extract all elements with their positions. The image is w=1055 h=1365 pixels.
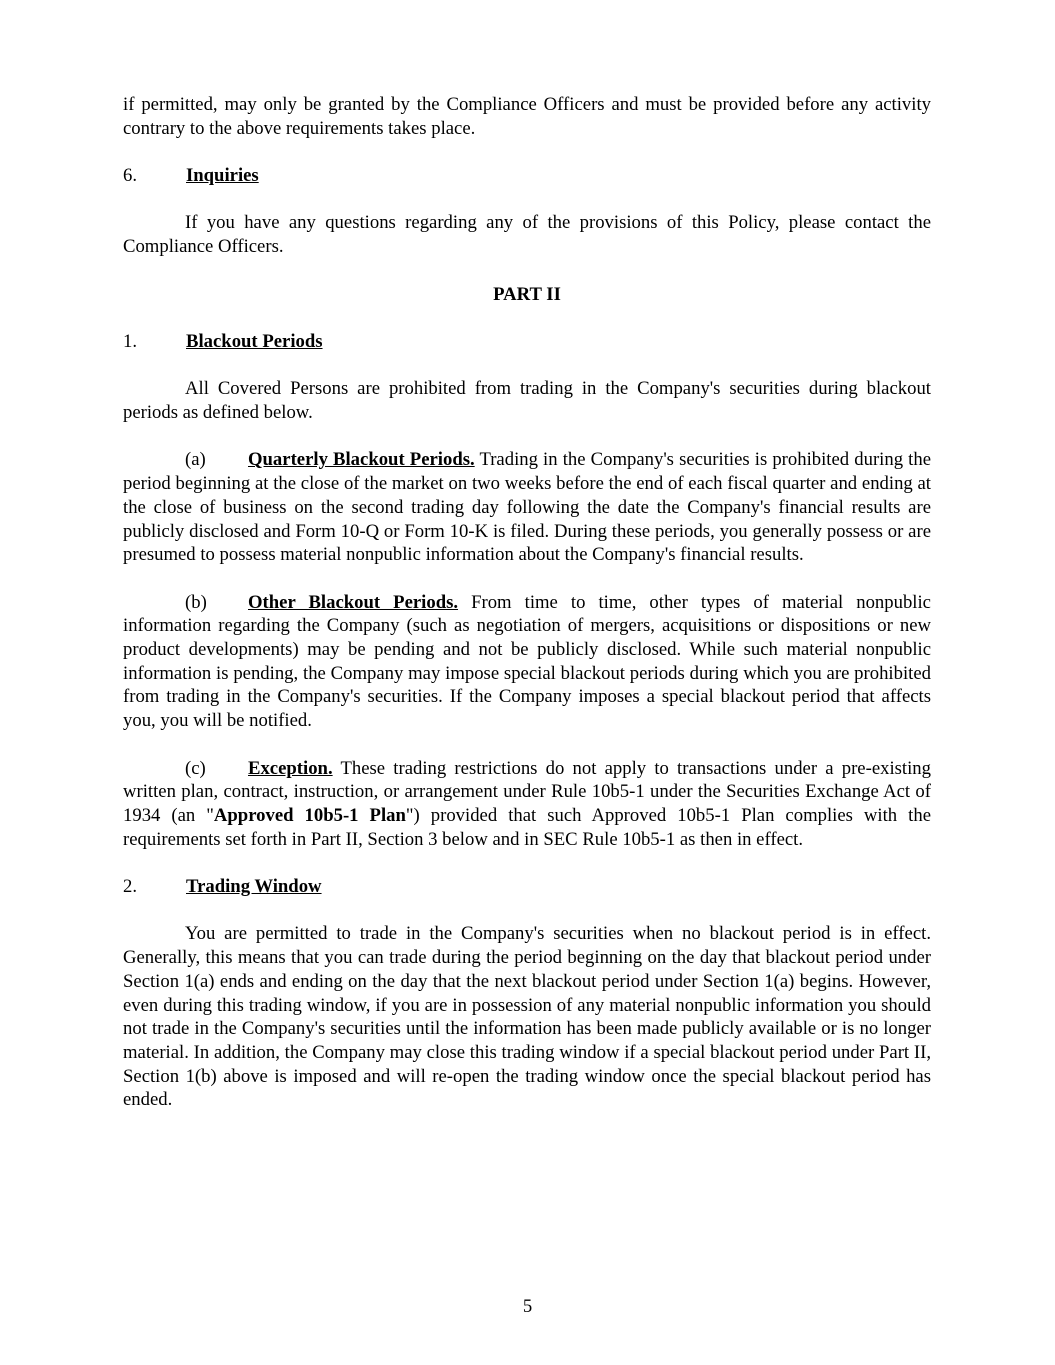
inquiries-heading <box>123 164 931 188</box>
section-number: 2. <box>123 876 138 898</box>
section-title: Trading Window <box>186 876 322 898</box>
item-text: Trading in the Company's securities is prohibited during the period beginning at the close of the market on two weeks before the end of each fiscal quarter and ending at the close of business on the second trading day following the date the Company's financial results are publicly disclosed and Form 10-Q or Form 10-K is filed. During these periods, you generally possess or are presumed to possess material nonpublic information about the Company's financial results. <box>123 449 931 566</box>
item-label: (a) <box>185 449 206 471</box>
trading-window-heading <box>123 875 931 899</box>
item-title: Other Blackout Periods. <box>248 591 459 613</box>
item-title: Quarterly Blackout Periods. <box>248 449 475 471</box>
item-title: Exception. <box>248 757 333 779</box>
blackout-heading <box>123 330 931 354</box>
section-title: Blackout Periods <box>186 330 323 352</box>
section-title: Inquiries <box>186 165 259 187</box>
item-text: These trading restrictions do not apply to transactions under a pre-existing written plan, contract, instruction, or arrangement under Rule 10b5-1 under the Securities Exchange Act of 1934 (an " <box>123 757 931 826</box>
defined-term: Approved 10b5-1 Plan <box>213 804 406 826</box>
trading-window-paragraph: You are permitted to trade in the Company's securities when no blackout period is in effect. Generally, this means that you can trade during the period beginning on the day that blackout period under Section 1(a) ends and ending on the day that the next blackout period under Section 1(a) begins. However, even during this trading window, if you are in possession of any material nonpublic information you should not trade in the Company's securities until the information has been made publicly available or is no longer material. In addition, the Company may close this trading window if a special blackout period under Part II, Section 1(b) above is imposed and will re-open the trading window once the special blackout period has ended. <box>123 923 931 1111</box>
intro-paragraph: if permitted, may only be granted by the Compliance Officers and must be provided before any activity contrary to the above requirements takes place. <box>123 94 931 139</box>
page-number: 5 <box>522 1296 533 1317</box>
other-blackout-paragraph <box>123 591 931 733</box>
item-label: (b) <box>185 591 207 613</box>
quarterly-blackout-paragraph <box>123 448 931 567</box>
exception-paragraph <box>123 757 931 852</box>
part-heading: PART II <box>493 283 561 305</box>
section-number: 6. <box>123 165 138 187</box>
document-page <box>123 93 931 1112</box>
item-text: ") provided that such Approved 10b5-1 Plan complies with the requirements set forth in Part II, Section 3 below and in SEC Rule 10b5-1 as then in effect. <box>123 804 931 850</box>
inquiries-paragraph: If you have any questions regarding any of the provisions of this Policy, please contact the Compliance Officers. <box>123 212 931 258</box>
item-label: (c) <box>185 757 206 779</box>
section-number: 1. <box>123 330 138 352</box>
item-text: From time to time, other types of material nonpublic information regarding the Company (such as negotiation of mergers, acquisitions or dispositions or new product developments) may be pending and not be publicly disclosed. While such material nonpublic information is pending, the Company may impose special blackout periods during which you are prohibited from trading in the Company's securities. If the Company imposes a special blackout period that affects you, you will be notified. <box>123 591 931 732</box>
blackout-paragraph: All Covered Persons are prohibited from trading in the Company's securities during blackout periods as defined below. <box>123 378 931 424</box>
